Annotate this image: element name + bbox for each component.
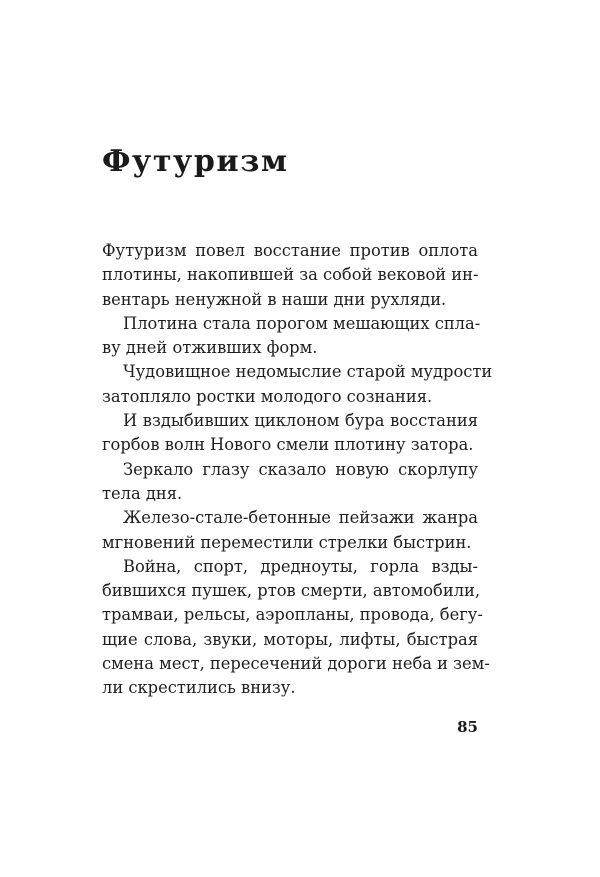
text-line: горбов волн Нового смели плотину затора.	[102, 435, 474, 455]
text-line: Железо-стале-бетонные пейзажи жанра	[123, 508, 478, 528]
text-line: мгновений переместили стрелки быстрин.	[102, 532, 472, 552]
text-line: трамваи, рельсы, аэропланы, провода, бегу-	[102, 605, 483, 625]
text-line: вентарь ненужной в наши дни рухляди.	[102, 289, 447, 309]
chapter-title: Футуризм	[102, 144, 289, 179]
text-line: бившихся пушек, ртов смерти, автомобили,	[102, 581, 481, 601]
text-line: Плотина стала порогом мешающих спла-	[123, 313, 481, 333]
text-line: И вздыбивших циклоном бура восстания	[123, 411, 478, 431]
text-line: Война, спорт, дредноуты, горла взды-	[123, 556, 478, 576]
text-line: Футуризм повел восстание против оплота	[102, 241, 478, 260]
text-line: Чудовищное недомыслие старой мудрости	[123, 362, 493, 382]
text-line: плотины, накопившей за собой вековой ин-	[102, 265, 479, 285]
text-line: смена мест, пересечений дороги неба и зем-	[102, 654, 490, 674]
text-line: Зеркало глазу сказало новую скорлупу	[123, 459, 478, 479]
text-line: щие слова, звуки, моторы, лифты, быстрая	[102, 629, 478, 649]
text-line: затопляло ростки молодого сознания.	[102, 386, 433, 406]
body-text	[102, 239, 493, 701]
page-number: 85	[457, 718, 478, 736]
text-line: ли скрестились внизу.	[102, 678, 296, 698]
text-line: ву дней отживших форм.	[102, 338, 318, 358]
text-line: тела дня.	[102, 483, 183, 503]
